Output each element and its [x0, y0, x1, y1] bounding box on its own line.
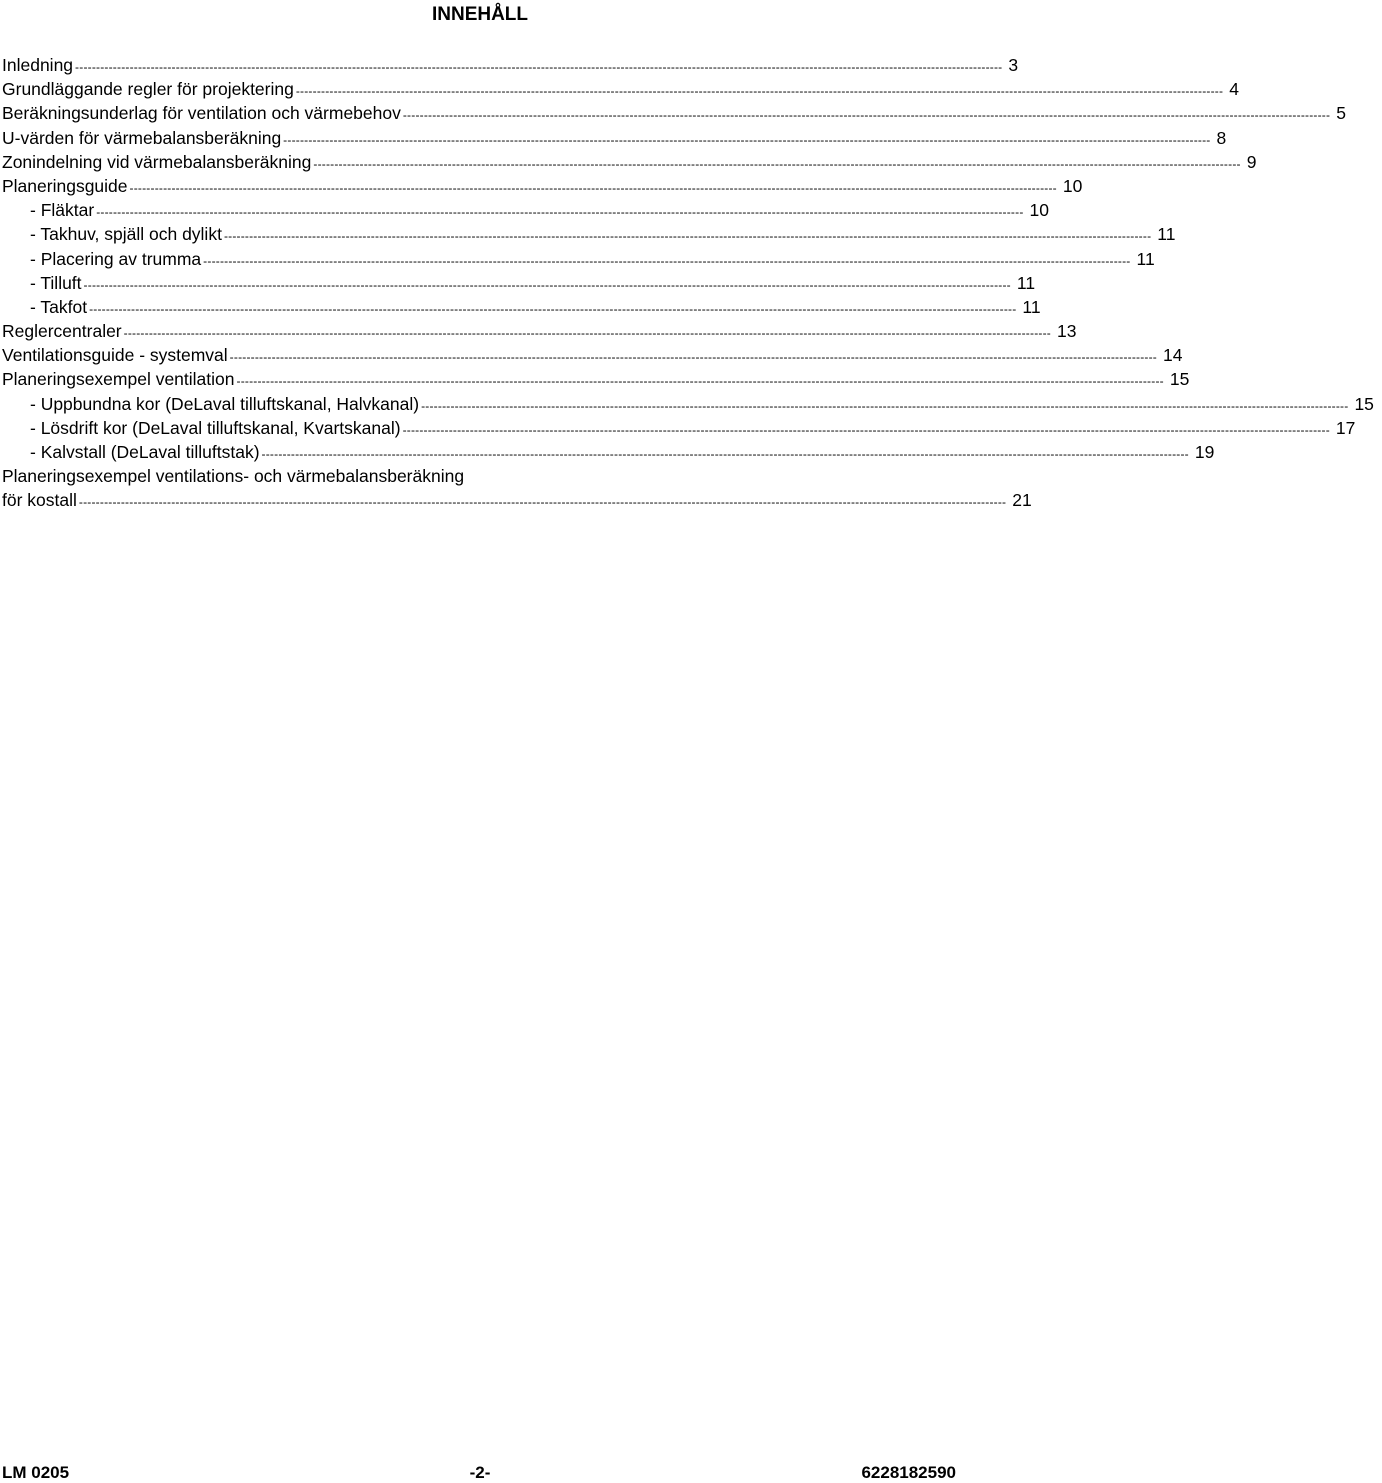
- toc-page-number: 11: [1136, 248, 1155, 269]
- toc-subentry-takfot[interactable]: [0, 295, 1041, 319]
- toc-entry-label: Planeringsexempel ventilation: [2, 369, 235, 390]
- toc-dot-leader: -----------------------------------------------------------------------------------------------------------------------------------------------------------------------------------------------------------------------------: [203, 253, 1131, 268]
- toc-page-number: 4: [1229, 79, 1239, 100]
- toc-entry-label: Inledning: [2, 55, 74, 75]
- toc-entry-reglercentraler[interactable]: [0, 319, 1077, 343]
- toc-subentry-placering-av-trumma[interactable]: [0, 247, 1155, 271]
- toc-page-number: 19: [1194, 442, 1215, 462]
- toc-subentry-uppbundna-kor[interactable]: [0, 392, 1374, 416]
- toc-dot-leader: -----------------------------------------------------------------------------------------------------------------------------------------------------------------------------------------------------------------------------: [295, 84, 1224, 99]
- toc-page-number: 9: [1246, 151, 1257, 172]
- toc-entry-label: - Lösdrift kor (DeLaval tilluftskanal, Kvartskanal): [30, 417, 401, 438]
- toc-entry-label: - Fläktar: [30, 200, 95, 221]
- toc-entry-label: Grundläggande regler för projektering: [2, 79, 294, 100]
- toc-page-number: 3: [1008, 55, 1019, 75]
- toc-page-number: 11: [1157, 224, 1176, 245]
- toc-entry-label: U-värden för värmebalansberäkning: [2, 127, 282, 148]
- toc-page-number: 11: [1016, 272, 1036, 293]
- table-of-contents: [0, 53, 1374, 513]
- toc-page-number: 13: [1056, 321, 1077, 342]
- toc-page-number: 10: [1029, 200, 1049, 221]
- toc-entry-label: Zonindelning vid värmebalansberäkning: [2, 151, 312, 172]
- toc-entry-planeringsguide[interactable]: [0, 174, 1083, 198]
- toc-dot-leader: -----------------------------------------------------------------------------------------------------------------------------------------------------------------------------------------------------------------------------: [223, 229, 1152, 244]
- toc-page-number: 10: [1062, 175, 1083, 196]
- toc-subentry-flaktar[interactable]: [0, 198, 1049, 222]
- toc-dot-leader: -----------------------------------------------------------------------------------------------------------------------------------------------------------------------------------------------------------------------------: [283, 132, 1211, 147]
- toc-page-number: 15: [1354, 393, 1374, 414]
- toc-entry-grundlaggande-regler[interactable]: [0, 77, 1239, 101]
- toc-entry-for-kostall[interactable]: [0, 488, 1032, 512]
- toc-entry-label: - Kalvstall (DeLaval tilluftstak): [30, 442, 260, 462]
- toc-entry-berakningsunderlag[interactable]: [0, 101, 1346, 125]
- toc-entry-label: Ventilationsguide - systemval: [2, 345, 228, 366]
- page-footer: [0, 1463, 960, 1483]
- toc-entry-planeringsexempel-ventilations-och-varmebalans[interactable]: [0, 464, 960, 488]
- toc-dot-leader: -----------------------------------------------------------------------------------------------------------------------------------------------------------------------------------------------------------------------------: [402, 108, 1331, 123]
- toc-page-number: 11: [1022, 296, 1041, 317]
- toc-entry-label: - Takfot: [30, 296, 88, 317]
- toc-entry-label: - Takhuv, spjäll och dylikt: [30, 224, 222, 245]
- footer-article-number: 6228182590: [861, 1463, 956, 1482]
- toc-entry-label: Planeringsexempel ventilations- och värmebalansberäkning: [2, 466, 465, 487]
- toc-entry-planeringsexempel-ventilation[interactable]: [0, 367, 1190, 391]
- toc-entry-label: Reglercentraler: [2, 321, 122, 342]
- toc-dot-leader: -----------------------------------------------------------------------------------------------------------------------------------------------------------------------------------------------------------------------------: [129, 180, 1057, 195]
- toc-dot-leader: -----------------------------------------------------------------------------------------------------------------------------------------------------------------------------------------------------------------------------: [78, 495, 1007, 510]
- toc-dot-leader: -----------------------------------------------------------------------------------------------------------------------------------------------------------------------------------------------------------------------------: [89, 301, 1017, 316]
- toc-entry-u-varden[interactable]: [0, 126, 1227, 150]
- toc-page-number: 8: [1216, 127, 1227, 148]
- toc-entry-inledning[interactable]: [0, 53, 1019, 77]
- toc-entry-label: - Placering av trumma: [30, 248, 202, 269]
- toc-dot-leader: -----------------------------------------------------------------------------------------------------------------------------------------------------------------------------------------------------------------------------: [402, 422, 1330, 437]
- toc-entry-label: för kostall: [2, 490, 77, 511]
- toc-entry-label: Planeringsguide: [2, 175, 128, 196]
- toc-page-number: 15: [1169, 369, 1190, 390]
- toc-page-number: 5: [1336, 103, 1346, 124]
- toc-page-number: 21: [1012, 490, 1032, 511]
- toc-subentry-kalvstall[interactable]: [0, 440, 1215, 464]
- toc-entry-zonindelning[interactable]: [0, 150, 1257, 174]
- toc-page-number: 14: [1163, 345, 1183, 366]
- footer-doc-code: LM 0205: [2, 1463, 70, 1482]
- page-title: INNEHÅLL: [431, 4, 529, 25]
- toc-page-number: 17: [1335, 417, 1356, 438]
- toc-entry-label: - Uppbundna kor (DeLaval tilluftskanal, Halvkanal): [30, 393, 420, 414]
- toc-dot-leader: -----------------------------------------------------------------------------------------------------------------------------------------------------------------------------------------------------------------------------: [75, 60, 1003, 74]
- toc-dot-leader: -----------------------------------------------------------------------------------------------------------------------------------------------------------------------------------------------------------------------------: [229, 350, 1158, 365]
- toc-entry-label: - Tilluft: [30, 272, 82, 293]
- toc-dot-leader: -----------------------------------------------------------------------------------------------------------------------------------------------------------------------------------------------------------------------------: [261, 447, 1189, 461]
- toc-subentry-losdrift-kor[interactable]: [0, 416, 1356, 440]
- toc-subentry-tilluft[interactable]: [0, 271, 1036, 295]
- toc-entry-label: Beräkningsunderlag för ventilation och värmebehov: [2, 103, 401, 124]
- toc-dot-leader: -----------------------------------------------------------------------------------------------------------------------------------------------------------------------------------------------------------------------------: [313, 156, 1241, 171]
- toc-dot-leader: -----------------------------------------------------------------------------------------------------------------------------------------------------------------------------------------------------------------------------: [421, 398, 1349, 413]
- footer-page-number: -2-: [469, 1463, 491, 1482]
- toc-dot-leader: -----------------------------------------------------------------------------------------------------------------------------------------------------------------------------------------------------------------------------: [96, 205, 1024, 220]
- toc-dot-leader: -----------------------------------------------------------------------------------------------------------------------------------------------------------------------------------------------------------------------------: [236, 374, 1164, 389]
- toc-subentry-takhuv[interactable]: [0, 222, 1176, 246]
- toc-dot-leader: -----------------------------------------------------------------------------------------------------------------------------------------------------------------------------------------------------------------------------: [83, 277, 1011, 292]
- toc-entry-ventilationsguide[interactable]: [0, 343, 1183, 367]
- toc-dot-leader: -----------------------------------------------------------------------------------------------------------------------------------------------------------------------------------------------------------------------------: [123, 326, 1051, 341]
